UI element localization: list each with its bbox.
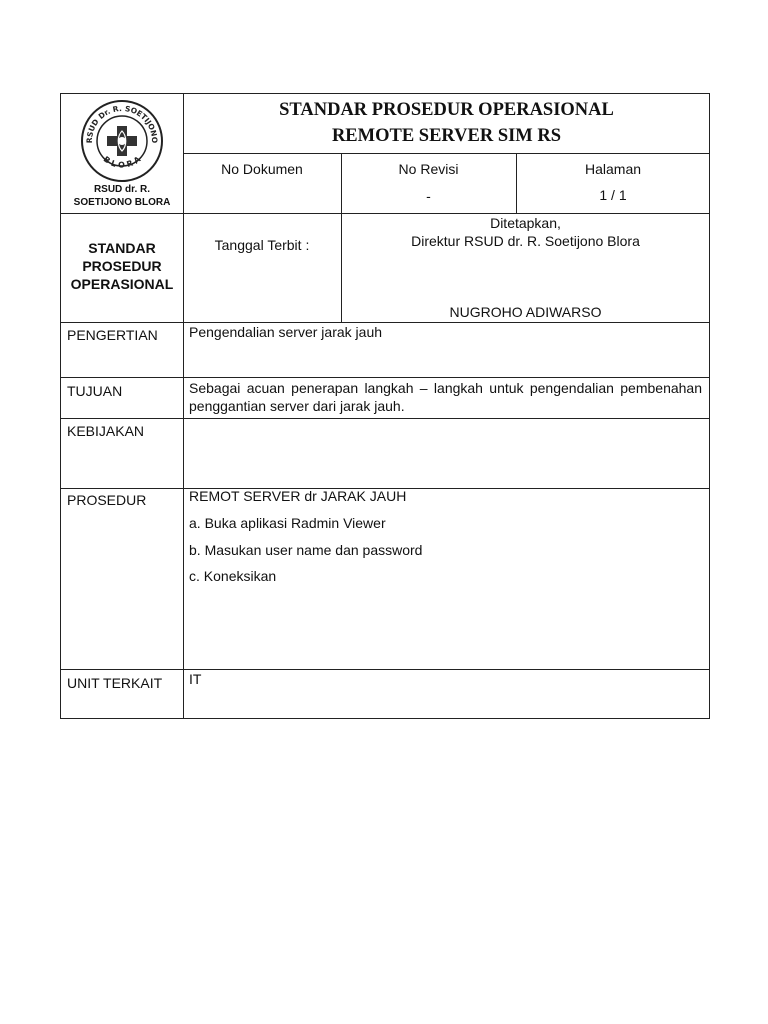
- pengertian-label: PENGERTIAN: [67, 327, 158, 343]
- prosedur-step: b. Masukan user name dan password: [189, 542, 423, 558]
- unit-terkait-label: UNIT TERKAIT: [67, 675, 163, 691]
- tujuan-text: Sebagai acuan penerapan langkah – langkah untuk pengendalian pembenahan penggantian server dari jarak jauh.: [189, 380, 702, 414]
- prosedur-heading: REMOT SERVER dr JARAK JAUH: [189, 488, 407, 504]
- direktur-text: Direktur RSUD dr. R. Soetijono Blora: [411, 233, 640, 249]
- row-divider: [183, 153, 710, 154]
- hospital-name: RSUD dr. R. SOETIJONO BLORA: [73, 184, 171, 208]
- tujuan-label: TUJUAN: [67, 383, 123, 399]
- row-divider: [61, 377, 710, 378]
- prosedur-step: c. Koneksikan: [189, 568, 277, 584]
- no-revisi-value: -: [426, 188, 431, 204]
- row-divider: [61, 418, 710, 419]
- halaman-label: Halaman: [584, 161, 642, 177]
- hospital-logo: [80, 99, 164, 183]
- prosedur-label: PROSEDUR: [67, 492, 147, 508]
- prosedur-step: a. Buka aplikasi Radmin Viewer: [189, 515, 386, 531]
- halaman-value: 1 / 1: [599, 187, 627, 203]
- svg-text:RSUD Dr. R. SOETIJONO: RSUD Dr. R. SOETIJONO: [84, 103, 160, 144]
- column-divider: [183, 94, 184, 719]
- signatory-name: NUGROHO ADIWARSO: [449, 304, 602, 320]
- sop-document: [60, 93, 710, 719]
- unit-terkait-text: IT: [189, 671, 202, 687]
- tanggal-terbit-label: Tanggal Terbit :: [214, 237, 310, 253]
- no-revisi-label: No Revisi: [398, 161, 459, 177]
- sop-label: STANDAR PROSEDUR OPERASIONAL: [70, 240, 174, 292]
- pengertian-text: Pengendalian server jarak jauh: [189, 324, 383, 340]
- page-title: STANDAR PROSEDUR OPERASIONAL REMOTE SERVER SIM RS: [279, 100, 614, 146]
- kebijakan-label: KEBIJAKAN: [67, 423, 145, 439]
- no-dokumen-label: No Dokumen: [221, 161, 303, 177]
- svg-text:B L O R A: B L O R A: [101, 154, 143, 170]
- ditetapkan-text: Ditetapkan,: [490, 215, 561, 231]
